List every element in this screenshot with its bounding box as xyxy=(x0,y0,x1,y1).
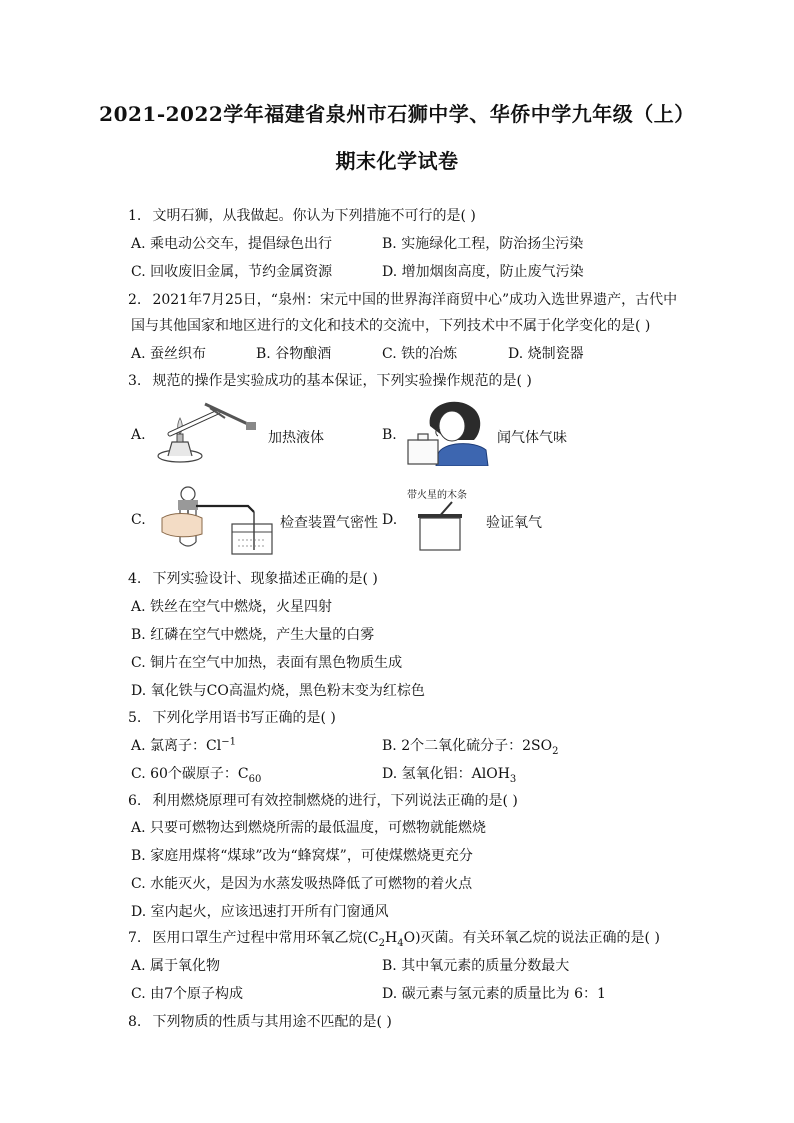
option-text: A. 氯离子：Cl xyxy=(131,738,222,754)
question-2-option-a: A. 蚕丝织布 xyxy=(131,346,207,362)
question-3-option-a-letter: A. xyxy=(131,427,146,443)
option-text: B. 2个二氧化硫分子：2SO xyxy=(382,738,553,754)
question-4-option-a: A. 铁丝在空气中燃烧，火星四射 xyxy=(131,599,333,615)
question-number: 4. xyxy=(128,571,142,587)
question-8-stem xyxy=(128,1011,392,1031)
question-1-option-a: A. 乘电动公交车，提倡绿色出行 xyxy=(131,236,333,252)
question-3-option-b-label: 闻气体气味 xyxy=(497,430,567,446)
question-text: 下列实验设计、现象描述正确的是( ) xyxy=(152,571,378,587)
question-3-option-c-letter: C. xyxy=(131,512,146,528)
question-1-option-d: D. 增加烟囱高度，防止废气污染 xyxy=(382,264,584,280)
subscript: 4 xyxy=(397,937,404,949)
question-2-stem-continued: 国与其他国家和地区进行的文化和技术的交流中，下列技术中不属于化学变化的是( ) xyxy=(131,318,651,334)
question-text: H xyxy=(385,930,398,946)
question-3-option-d-letter: D. xyxy=(382,512,398,528)
question-3-option-a-label: 加热液体 xyxy=(268,430,324,446)
question-7-option-c: C. 由7个原子构成 xyxy=(131,986,244,1002)
question-2-option-b: B. 谷物酿酒 xyxy=(256,346,332,362)
question-3-stem xyxy=(128,370,532,390)
smelling-gas-figure xyxy=(404,396,492,466)
question-6-stem xyxy=(128,790,518,810)
subscript: 2 xyxy=(378,937,386,949)
question-4-stem xyxy=(128,568,378,588)
question-3-option-d-label: 验证氧气 xyxy=(486,515,542,531)
question-number: 3. xyxy=(128,373,142,389)
question-5-option-c xyxy=(131,763,261,785)
question-3-option-d-caption: 带火星的木条 xyxy=(407,490,467,501)
question-text: 规范的操作是实验成功的基本保证，下列实验操作规范的是( ) xyxy=(152,373,532,389)
question-6-option-c: C. 水能灭火，是因为水蒸发吸热降低了可燃物的着火点 xyxy=(131,876,473,892)
question-6-option-b: B. 家庭用煤将“煤球”改为“蜂窝煤”，可使煤燃烧更充分 xyxy=(131,848,473,864)
question-6-option-a: A. 只要可燃物达到燃烧所需的最低温度，可燃物就能燃烧 xyxy=(131,820,487,836)
exam-title-line1: 2021-2022学年福建省泉州市石狮中学、华侨中学九年级（上） xyxy=(99,102,695,126)
question-text: 文明石狮，从我做起。你认为下列措施不可行的是( ) xyxy=(152,208,476,224)
question-7-stem xyxy=(128,927,660,949)
heating-liquid-figure xyxy=(150,398,260,466)
question-number: 6. xyxy=(128,793,142,809)
question-5-option-a xyxy=(131,735,236,755)
question-4-option-b: B. 红磷在空气中燃烧，产生大量的白雾 xyxy=(131,627,375,643)
question-6-option-d: D. 室内起火，应该迅速打开所有门窗通风 xyxy=(131,904,389,920)
question-1-option-c: C. 回收废旧金属，节约金属资源 xyxy=(131,264,333,280)
question-number: 8. xyxy=(128,1014,142,1030)
option-text: D. 氢氧化铝：AlOH xyxy=(382,766,510,782)
question-7-option-b: B. 其中氧元素的质量分数最大 xyxy=(382,958,570,974)
question-4-option-d: D. 氧化铁与CO高温灼烧，黑色粉末变为红棕色 xyxy=(131,683,425,699)
question-1-option-b: B. 实施绿化工程，防治扬尘污染 xyxy=(382,236,584,252)
question-2-option-d: D. 烧制瓷器 xyxy=(508,346,584,362)
question-7-option-a: A. 属于氧化物 xyxy=(131,958,221,974)
question-number: 2. xyxy=(128,292,142,308)
question-number: 1. xyxy=(128,208,142,224)
question-number: 5. xyxy=(128,710,142,726)
question-3-option-b-letter: B. xyxy=(382,427,397,443)
exam-title-line2: 期末化学试卷 xyxy=(335,149,459,173)
option-text: C. 60个碳原子：C xyxy=(131,766,249,782)
airtightness-check-figure xyxy=(150,484,274,556)
superscript: −1 xyxy=(221,736,236,748)
question-text: 下列化学用语书写正确的是( ) xyxy=(152,710,336,726)
subscript: 60 xyxy=(248,773,262,785)
question-number: 7. xyxy=(128,930,142,946)
question-1-stem xyxy=(128,205,476,225)
question-3-option-c-label: 检查装置气密性 xyxy=(280,515,378,531)
question-5-stem xyxy=(128,707,336,727)
question-text: 2021年7月25日，“泉州：宋元中国的世界海洋商贸中心”成功入选世界遗产，古代中 xyxy=(152,292,678,308)
question-7-option-d: D. 碳元素与氢元素的质量比为 6：1 xyxy=(382,986,606,1002)
subscript: 3 xyxy=(509,773,517,785)
question-2-option-c: C. 铁的冶炼 xyxy=(382,346,458,362)
question-text: O)灭菌。有关环氧乙烷的说法正确的是( ) xyxy=(403,930,660,946)
subscript: 2 xyxy=(552,745,559,757)
question-5-option-b xyxy=(382,735,558,757)
question-2-stem xyxy=(128,289,677,309)
question-4-option-c: C. 铜片在空气中加热，表面有黑色物质生成 xyxy=(131,655,403,671)
verify-oxygen-figure xyxy=(412,500,470,552)
question-text: 下列物质的性质与其用途不匹配的是( ) xyxy=(152,1014,392,1030)
question-5-option-d xyxy=(382,763,516,785)
question-text: 医用口罩生产过程中常用环氧乙烷(C xyxy=(152,930,379,946)
question-text: 利用燃烧原理可有效控制燃烧的进行，下列说法正确的是( ) xyxy=(152,793,518,809)
